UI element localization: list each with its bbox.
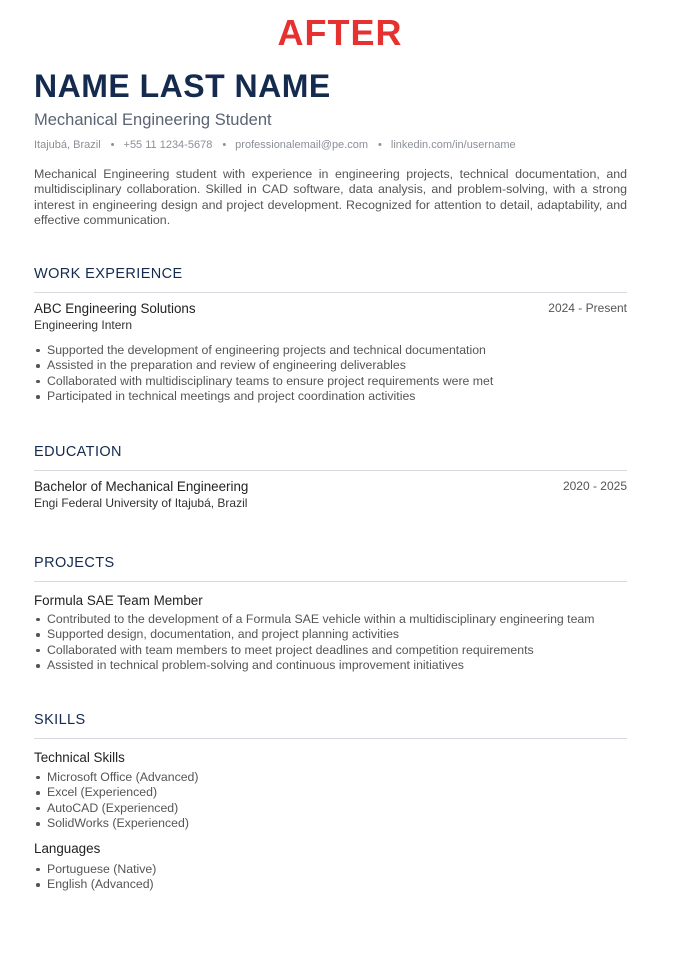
education-heading: EDUCATION <box>34 443 122 460</box>
contact-location: Itajubá, Brazil <box>34 139 101 151</box>
education-school: Engi Federal University of Itajubá, Brazil <box>34 495 248 510</box>
list-item: Assisted in the preparation and review of engineering deliverables <box>34 358 627 374</box>
list-item: SolidWorks (Experienced) <box>34 816 627 832</box>
education-degree: Bachelor of Mechanical Engineering <box>34 478 249 494</box>
list-item: Portuguese (Native) <box>34 862 627 878</box>
technical-skills-list <box>34 770 627 832</box>
contact-linkedin: linkedin.com/in/username <box>390 139 516 151</box>
work-bullets <box>34 343 627 405</box>
list-item: Assisted in technical problem-solving and continuous improvement initiatives <box>34 658 627 674</box>
bullet-separator: • <box>378 139 382 151</box>
list-item: Collaborated with multidisciplinary teams to ensure project requirements were met <box>34 374 627 390</box>
resume-page <box>34 66 627 893</box>
resume-name: NAME LAST NAME <box>34 68 331 104</box>
projects-heading: PROJECTS <box>34 554 115 571</box>
bullet-separator: • <box>222 139 227 151</box>
list-item: Participated in technical meetings and project coordination activities <box>34 389 627 405</box>
project-name: Formula SAE Team Member <box>34 592 203 608</box>
technical-skills-heading: Technical Skills <box>34 749 125 765</box>
list-item: English (Advanced) <box>34 877 627 893</box>
section-divider <box>34 738 627 739</box>
contact-phone: +55 11 1234-5678 <box>123 139 213 151</box>
work-dates: 2024 - Present <box>548 300 627 315</box>
education-dates: 2020 - 2025 <box>562 478 627 493</box>
projects-section <box>34 554 627 674</box>
list-item: Supported design, documentation, and project planning activities <box>34 627 627 643</box>
section-divider <box>34 292 627 293</box>
languages-list <box>34 862 627 893</box>
languages-heading: Languages <box>34 840 101 856</box>
resume-title: Mechanical Engineering Student <box>34 111 272 129</box>
education-section <box>34 443 627 511</box>
skills-section <box>34 711 627 893</box>
work-company: ABC Engineering Solutions <box>34 300 196 316</box>
work-heading: WORK EXPERIENCE <box>34 265 183 282</box>
section-divider <box>34 581 627 582</box>
section-divider <box>34 470 627 471</box>
list-item: Collaborated with team members to meet project deadlines and competition requirements <box>34 643 627 659</box>
list-item: AutoCAD (Experienced) <box>34 801 627 817</box>
work-entry-header <box>34 300 627 317</box>
list-item: Excel (Experienced) <box>34 785 627 801</box>
summary-text: Mechanical Engineering student with experience in engineering projects, technical documentation, and multidisciplinary collaboration. Skilled in CAD software, data analysis, and problem-solving, with a strong interest in engineering design and project development. Recognized for attention to detail, adaptability, and effective communication. <box>34 167 627 228</box>
list-item: Supported the development of engineering projects and technical documentation <box>34 343 627 359</box>
after-banner: AFTER <box>277 12 403 53</box>
work-section <box>34 265 627 405</box>
bullet-separator: • <box>110 139 115 151</box>
list-item: Microsoft Office (Advanced) <box>34 770 627 786</box>
work-role: Engineering Intern <box>34 317 133 332</box>
contact-email: professionalemail@pe.com <box>235 139 369 151</box>
skills-heading: SKILLS <box>34 711 86 728</box>
project-bullets <box>34 612 627 674</box>
contact-line <box>34 138 627 152</box>
list-item: Contributed to the development of a Formula SAE vehicle within a multidisciplinary engineering team <box>34 612 627 628</box>
education-entry-header <box>34 478 627 495</box>
